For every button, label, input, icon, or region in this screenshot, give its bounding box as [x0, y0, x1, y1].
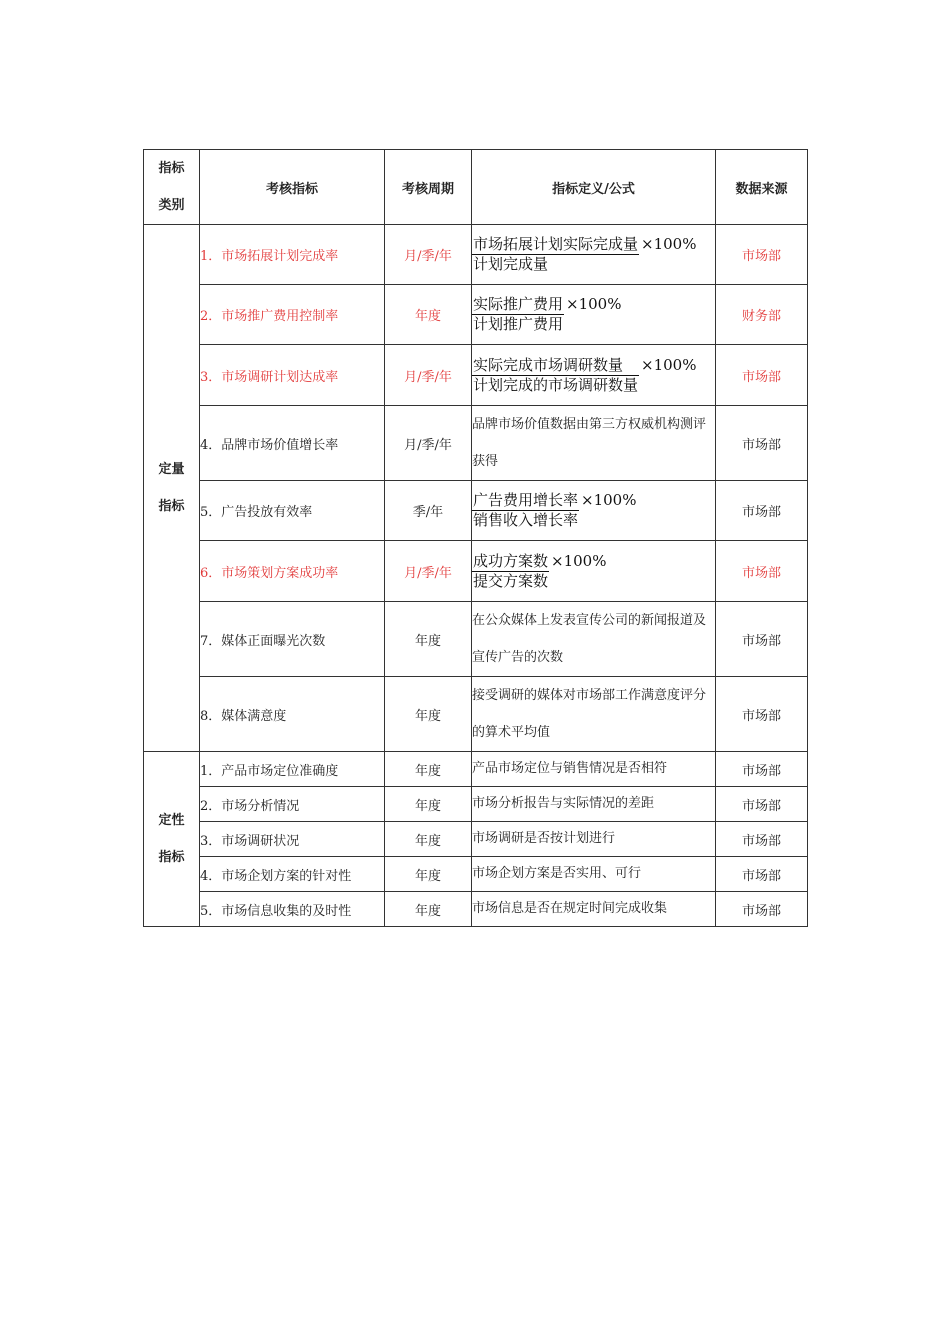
indicator-definition: 市场信息是否在规定时间完成收集 — [472, 892, 716, 927]
table-row — [144, 602, 808, 677]
indicator-source: 市场部 — [716, 892, 808, 927]
indicator-name: 2．市场分析情况 — [200, 787, 385, 822]
indicator-period: 月/季/年 — [385, 225, 472, 285]
indicator-period: 年度 — [385, 892, 472, 927]
indicator-definition: 在公众媒体上发表宣传公司的新闻报道及宣传广告的次数 — [472, 602, 716, 677]
indicator-name: 3．市场调研计划达成率 — [200, 345, 385, 406]
indicator-source: 市场部 — [716, 857, 808, 892]
indicator-period: 季/年 — [385, 481, 472, 541]
table-row — [144, 857, 808, 892]
header-source: 数据来源 — [716, 150, 808, 225]
indicator-formula: $\frac{\text{实际完成市场调研数量}}{\text{计划完成的市场调研数量}}$ ×100% — [472, 345, 716, 406]
indicator-formula: $\frac{\text{广告费用增长率}}{\text{销售收入增长率}}$ ×100% — [472, 481, 716, 541]
header-period: 考核周期 — [385, 150, 472, 225]
indicator-source: 市场部 — [716, 752, 808, 787]
indicator-source: 市场部 — [716, 541, 808, 602]
category-quantitative: 定量 指标 — [144, 225, 200, 752]
category-qualitative: 定性 指标 — [144, 752, 200, 927]
indicator-period: 年度 — [385, 822, 472, 857]
indicator-period: 年度 — [385, 752, 472, 787]
indicator-period: 年度 — [385, 285, 472, 345]
indicator-source: 市场部 — [716, 787, 808, 822]
table-row — [144, 406, 808, 481]
indicator-name: 1．产品市场定位准确度 — [200, 752, 385, 787]
table-row — [144, 677, 808, 752]
indicator-source: 市场部 — [716, 406, 808, 481]
kpi-table — [143, 149, 808, 927]
indicator-source: 财务部 — [716, 285, 808, 345]
table-row — [144, 787, 808, 822]
header-category: 指标 类别 — [144, 150, 200, 225]
indicator-source: 市场部 — [716, 822, 808, 857]
indicator-source: 市场部 — [716, 602, 808, 677]
indicator-formula: $\frac{\text{市场拓展计划实际完成量}}{\text{计划完成量}}$ ×100% — [472, 225, 716, 285]
indicator-definition: 市场调研是否按计划进行 — [472, 822, 716, 857]
table-row — [144, 285, 808, 345]
indicator-name: 7．媒体正面曝光次数 — [200, 602, 385, 677]
indicator-period: 年度 — [385, 857, 472, 892]
table-row — [144, 822, 808, 857]
indicator-definition: 市场分析报告与实际情况的差距 — [472, 787, 716, 822]
indicator-source: 市场部 — [716, 225, 808, 285]
indicator-formula: $\frac{\text{实际推广费用}}{\text{计划推广费用}}$ ×100% — [472, 285, 716, 345]
indicator-period: 年度 — [385, 602, 472, 677]
indicator-name: 8．媒体满意度 — [200, 677, 385, 752]
indicator-period: 月/季/年 — [385, 345, 472, 406]
table-row — [144, 225, 808, 285]
indicator-period: 年度 — [385, 677, 472, 752]
indicator-name: 4．市场企划方案的针对性 — [200, 857, 385, 892]
indicator-name: 3．市场调研状况 — [200, 822, 385, 857]
indicator-name: 1．市场拓展计划完成率 — [200, 225, 385, 285]
table-row — [144, 541, 808, 602]
table-row — [144, 345, 808, 406]
indicator-period: 年度 — [385, 787, 472, 822]
indicator-definition: 产品市场定位与销售情况是否相符 — [472, 752, 716, 787]
header-row — [144, 150, 808, 225]
table-row — [144, 481, 808, 541]
table-row — [144, 752, 808, 787]
indicator-formula: $\frac{\text{成功方案数}}{\text{提交方案数}}$ ×100% — [472, 541, 716, 602]
indicator-name: 5．广告投放有效率 — [200, 481, 385, 541]
indicator-period: 月/季/年 — [385, 541, 472, 602]
indicator-definition: 市场企划方案是否实用、可行 — [472, 857, 716, 892]
indicator-source: 市场部 — [716, 677, 808, 752]
indicator-name: 5．市场信息收集的及时性 — [200, 892, 385, 927]
indicator-name: 2．市场推广费用控制率 — [200, 285, 385, 345]
table-row — [144, 892, 808, 927]
indicator-source: 市场部 — [716, 481, 808, 541]
header-indicator: 考核指标 — [200, 150, 385, 225]
indicator-period: 月/季/年 — [385, 406, 472, 481]
header-definition: 指标定义/公式 — [472, 150, 716, 225]
indicator-source: 市场部 — [716, 345, 808, 406]
indicator-definition: 接受调研的媒体对市场部工作满意度评分的算术平均值 — [472, 677, 716, 752]
indicator-name: 6．市场策划方案成功率 — [200, 541, 385, 602]
indicator-definition: 品牌市场价值数据由第三方权威机构测评获得 — [472, 406, 716, 481]
indicator-name: 4．品牌市场价值增长率 — [200, 406, 385, 481]
